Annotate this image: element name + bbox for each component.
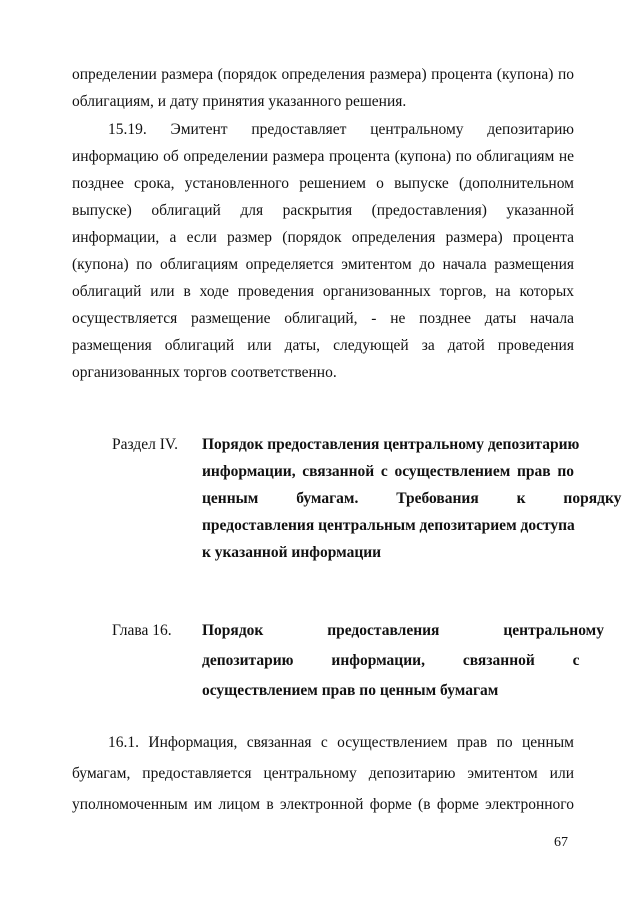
section-heading bbox=[112, 431, 622, 566]
section-title-line: к указанной информации bbox=[202, 544, 382, 561]
text-line: размещения облигаций или даты, следующей за датой проведения bbox=[72, 337, 574, 354]
text-line: выпуске) облигаций для раскрытия (предоставления) указанной bbox=[72, 202, 574, 219]
text-line: уполномоченным им лицом в электронной форме (в форме электронного bbox=[72, 796, 574, 813]
section-title-line: предоставления центральным депозитарием доступа bbox=[202, 517, 575, 534]
chapter-title-line: депозитарию информации, связанной с bbox=[202, 652, 580, 669]
page-number: 67 bbox=[554, 835, 568, 850]
section-title-line: Порядок предоставления центральному депозитарию bbox=[202, 436, 580, 453]
text-line: информацию об определении размера процента (купона) по облигациям не bbox=[72, 148, 574, 165]
paragraph-15-19 bbox=[72, 116, 574, 386]
text-line: бумагам, предоставляется центральному депозитарию эмитентом или bbox=[72, 765, 574, 782]
text-line: информации, а если размер (порядок определения размера) процента bbox=[72, 229, 574, 246]
section-title-line: ценным бумагам. Требования к порядку bbox=[202, 490, 622, 507]
text-line: 16.1. Информация, связанная с осуществлением прав по ценным bbox=[108, 734, 574, 751]
paragraph-16-1 bbox=[72, 727, 574, 820]
chapter-title-line: Порядок предоставления центральному bbox=[202, 622, 604, 639]
section-number: Раздел IV. bbox=[112, 436, 178, 453]
paragraph-continuation bbox=[72, 61, 574, 115]
chapter-number: Глава 16. bbox=[112, 622, 172, 639]
chapter-title-line: осуществлением прав по ценным бумагам bbox=[202, 682, 499, 699]
text-line: 15.19. Эмитент предоставляет центральному депозитарию bbox=[108, 121, 574, 138]
text-line: (купона) по облигациям определяется эмитентом до начала размещения bbox=[72, 256, 574, 273]
chapter-heading bbox=[112, 617, 604, 704]
section-title-line: информации, связанной с осуществлением прав по bbox=[202, 463, 574, 480]
text-line: облигаций или в ходе проведения организованных торгов, на которых bbox=[72, 283, 574, 300]
text-line: осуществляется размещение облигаций, - не позднее даты начала bbox=[72, 310, 574, 327]
text-line: организованных торгов соответственно. bbox=[72, 364, 337, 381]
text-line: облигациям, и дату принятия указанного решения. bbox=[72, 93, 407, 110]
text-line: определении размера (порядок определения размера) процента (купона) по bbox=[72, 66, 574, 83]
text-line: позднее срока, установленного решением о выпуске (дополнительном bbox=[72, 175, 574, 192]
